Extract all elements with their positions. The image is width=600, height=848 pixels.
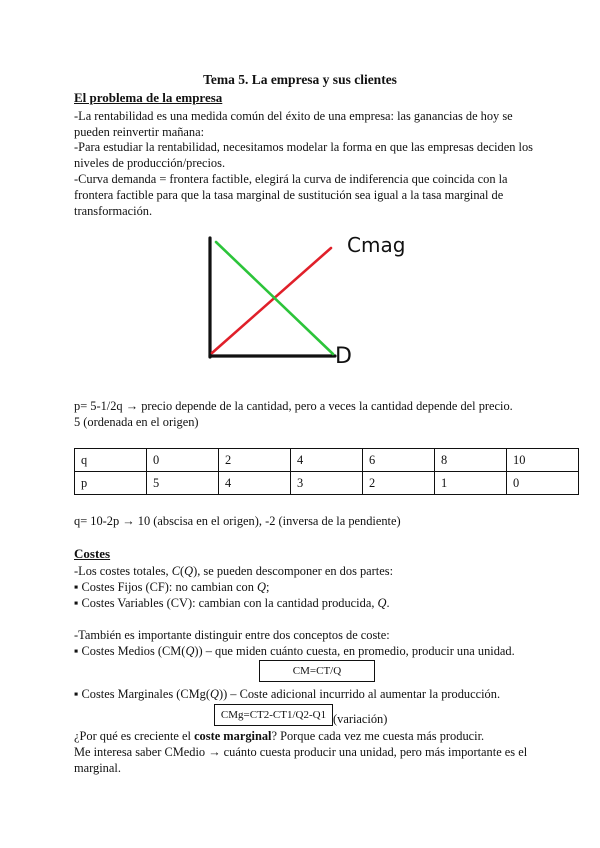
table-cell: 2 (219, 449, 291, 472)
final-note: Me interesa saber CMedio → cuánto cuesta producir una unidad, pero más importante es el marginal. (74, 745, 528, 775)
formula-price: p= 5-1/2q → precio depende de la cantidad, pero a veces la cantidad depende del precio. (74, 399, 513, 413)
paragraph-rentabilidad: -La rentabilidad es una medida común del éxito de una empresa: las ganancias de hoy se pueden reinvertir mañana: (74, 109, 513, 139)
table-cell: 5 (147, 472, 219, 495)
supply-demand-graph (195, 228, 405, 376)
text-run: ▪ Costes Variables (CV): cambian con la cantidad producida, (74, 596, 378, 610)
price-quantity-table (74, 448, 579, 495)
text-run: , se pueden descomponer en dos partes: (197, 564, 394, 578)
table-cell: 10 (507, 449, 579, 472)
text-run: )) – Coste adicional incurrido al aumentar la producción. (218, 687, 501, 701)
demand-line (216, 242, 333, 354)
bullet-costes-marginales (74, 686, 500, 702)
page-title: Tema 5. La empresa y sus clientes (203, 72, 397, 87)
question-coste-marginal (74, 728, 484, 744)
text-run: ; (265, 580, 270, 594)
text-run: . (386, 596, 390, 610)
costes-intro: -Los costes totales, C(Q), se pueden descomponer en dos partes: (74, 564, 394, 578)
text-run: coste marginal (194, 729, 272, 743)
marginal-cost-line (212, 248, 331, 353)
table-row (75, 472, 579, 495)
text-run: C (171, 564, 180, 578)
text-run: ? Porque cada vez me cuesta más producir. (271, 729, 485, 743)
bullet-costes-fijos (74, 579, 269, 595)
text-run: Q (257, 580, 266, 594)
paragraph-curva-demanda: -Curva demanda = frontera factible, elegirá la curva de indiferencia que coincida con la frontera factible para que la tasa marginal de sustitución sea igual a la tasa marginal de transformación. (74, 172, 508, 218)
table-cell: p (75, 472, 147, 495)
table-cell: 0 (147, 449, 219, 472)
text-run: ¿Por qué es creciente el (74, 729, 195, 743)
text-run: )) – que miden cuánto cuesta, en promedio, producir una unidad. (194, 644, 515, 658)
table-cell: 4 (219, 472, 291, 495)
table-cell: 2 (363, 472, 435, 495)
text-run: Q (209, 687, 219, 701)
text-run: ▪ Costes Medios (CM( (74, 644, 186, 658)
table-cell: 1 (435, 472, 507, 495)
text-run: ▪ Costes Marginales (CMg( (74, 687, 210, 701)
formula-price-note: 5 (ordenada en el origen) (74, 415, 199, 429)
table-cell: 4 (291, 449, 363, 472)
table-cell: 8 (435, 449, 507, 472)
text-run: Q (185, 644, 195, 658)
paragraph-estudiar: -Para estudiar la rentabilidad, necesitamos modelar la forma en que las empresas deciden los niveles de producción/precios. (74, 140, 533, 170)
demand-label: D (335, 344, 352, 369)
text-run: Q (184, 564, 194, 578)
formula-box-cmg: CMg=CT2-CT1/Q2-Q1 (214, 704, 333, 726)
table-row (75, 449, 579, 472)
bullet-costes-medios (74, 643, 515, 659)
table-cell: 0 (507, 472, 579, 495)
table-cell: 3 (291, 472, 363, 495)
text-run: ▪ Costes Fijos (CF): no cambian con (74, 580, 258, 594)
formula-quantity: q= 10-2p → 10 (abscisa en el origen), -2 (inversa de la pendiente) (74, 514, 401, 528)
costes-distinguir: -También es importante distinguir entre dos conceptos de coste: (74, 628, 390, 642)
text-run: Q (377, 596, 387, 610)
table-cell: 6 (363, 449, 435, 472)
section-heading-problema: El problema de la empresa (74, 90, 223, 105)
section-heading-costes: Costes (74, 546, 111, 561)
bullet-costes-variables (74, 595, 390, 611)
table-cell: q (75, 449, 147, 472)
cmag-label: Cmag (347, 233, 405, 257)
text-run: -Los costes totales, (74, 564, 172, 578)
formula-box-cm: CM=CT/Q (259, 660, 375, 682)
formula-box-cmg-note: (variación) (333, 712, 388, 726)
